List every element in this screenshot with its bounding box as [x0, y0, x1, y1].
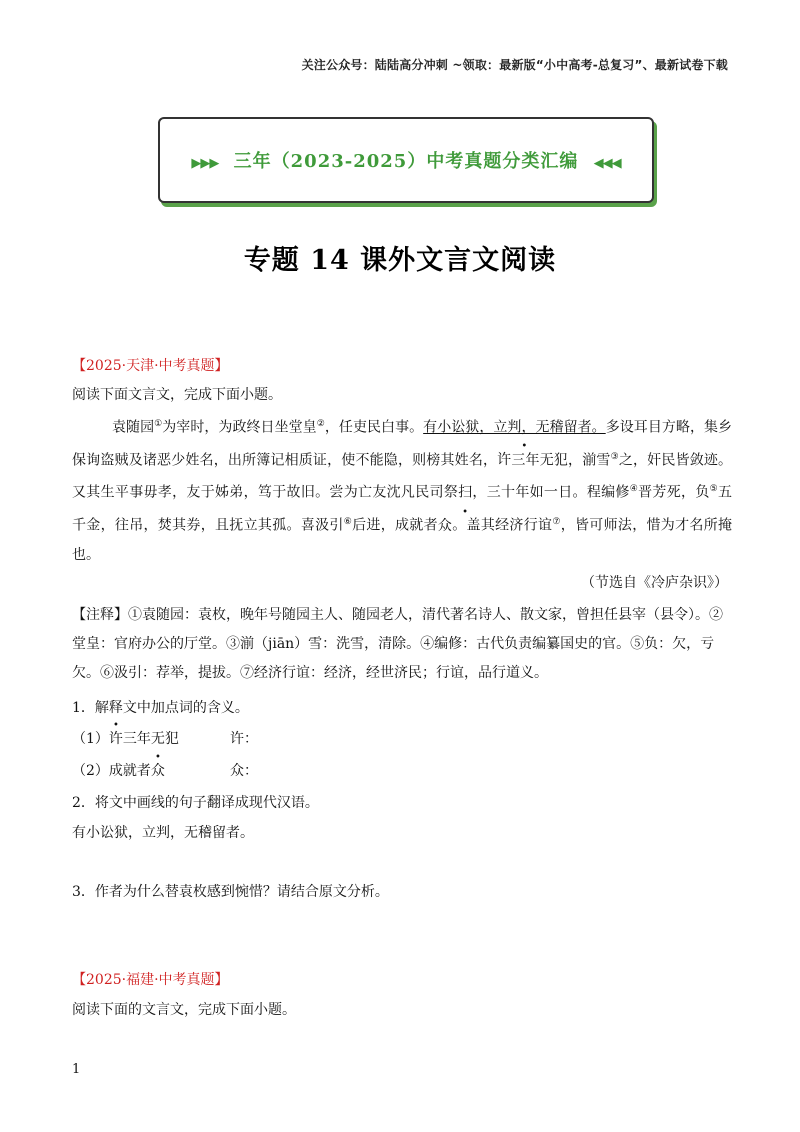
footnote-marker: ③	[610, 451, 619, 462]
passage-text: 晋芳死，负	[638, 484, 710, 501]
q1-1-answer-blank[interactable]: 许：	[230, 731, 258, 747]
page-title: 专题 14 课外文言文阅读	[243, 245, 557, 276]
q1-1-prefix: （1）	[72, 731, 109, 747]
source-citation: （节选自《冷庐杂识》）	[581, 575, 728, 591]
dotted-word-zhong: 众	[437, 517, 453, 534]
footnote-marker: ①	[154, 419, 163, 429]
passage-text: 后进，成就者	[352, 517, 438, 534]
left-arrows-icon: ▶▶▶	[191, 156, 219, 171]
footnote-marker: ②	[316, 419, 325, 429]
passage-text: ，任吏民白事。	[324, 419, 424, 436]
section1-instruction: 阅读下面文言文，完成下面小题。	[72, 387, 282, 403]
footnote-marker: ⑤	[709, 484, 719, 495]
q1-2-prefix: （2）成就者	[72, 763, 151, 779]
footnote-marker: ⑥	[343, 516, 353, 527]
notes-label: 【注释】	[72, 607, 128, 623]
footnote-marker: ⑦	[552, 516, 561, 527]
section2-instruction: 阅读下面的文言文，完成下面小题。	[72, 1002, 296, 1018]
question-1-2	[72, 760, 165, 780]
section2-tag: 【2025·福建·中考真题】	[72, 972, 229, 988]
header-note: 关注公众号：陆陆高分冲刺 ~领取：最新版“小中高考-总复习”、最新试卷下载	[301, 58, 728, 72]
underlined-sentence: 有小讼狱，立判，无稽留者。	[423, 419, 606, 436]
page-number: 1	[72, 1062, 81, 1077]
passage-text: 多设耳目方略，集乡保询盗贼及诸恶少姓名，出所簿记相质证，使不能隐，则榜其姓名，	[72, 419, 733, 469]
q1-2-dotted-word: 众	[150, 763, 165, 779]
passage-text: ，皆可师法，惜为才名所掩也。	[72, 517, 733, 563]
annotations	[72, 601, 732, 688]
right-arrows-icon: ◀◀◀	[593, 156, 621, 171]
passage-text: 为宰时，为政终日坐堂皇	[162, 419, 317, 436]
q1-1-dotted-word: 许	[108, 731, 123, 747]
question-3: 3．作者为什么替袁枚感到惋惜？请结合原文分析。	[72, 884, 389, 900]
passage-text: 五千金，往吊，焚其券，且抚立其孤。喜汲引	[72, 484, 733, 534]
classical-passage	[72, 410, 732, 570]
title-banner	[158, 117, 654, 203]
question-2-sentence: 有小讼狱，立判，无稽留者。	[72, 825, 254, 841]
question-1: 1．解释文中加点词的含义。	[72, 700, 249, 716]
section1-tag: 【2025·天津·中考真题】	[72, 358, 229, 374]
question-2: 2．将文中画线的句子翻译成现代汉语。	[72, 795, 319, 811]
passage-text: 三年无犯，湔雪	[511, 452, 611, 469]
q1-2-answer-blank[interactable]: 众：	[230, 763, 258, 779]
notes-text: ①袁随园：袁枚，晚年号随园主人、随园老人，清代著名诗人、散文家，曾担任县宰（县令）。②堂皇：官府办公的厅堂。③湔（jiān）雪：洗雪，清除。④编修：古代负责编纂国史的官。⑤负：欠，亏欠。⑥汲引：荐举，提拔。⑦经济行谊：经济，经世济民；行谊，品行道义。	[72, 607, 723, 681]
question-1-1	[72, 728, 179, 748]
footnote-marker: ④	[629, 484, 639, 495]
banner-title: 三年（2023-2025）中考真题分类汇编	[233, 151, 579, 172]
passage-text: 之，奸民皆敛迹。又其生平事毋孝，友于姊弟，笃于故旧。尝为亡友沈凡民司祭扫，三十年如一日。程编修	[72, 452, 733, 501]
passage-text: 。盖其经济行谊	[452, 517, 553, 534]
passage-text: 袁随园	[112, 419, 155, 436]
dotted-word-xu: 许	[497, 452, 512, 469]
q1-1-text: 三年无犯	[122, 731, 179, 747]
